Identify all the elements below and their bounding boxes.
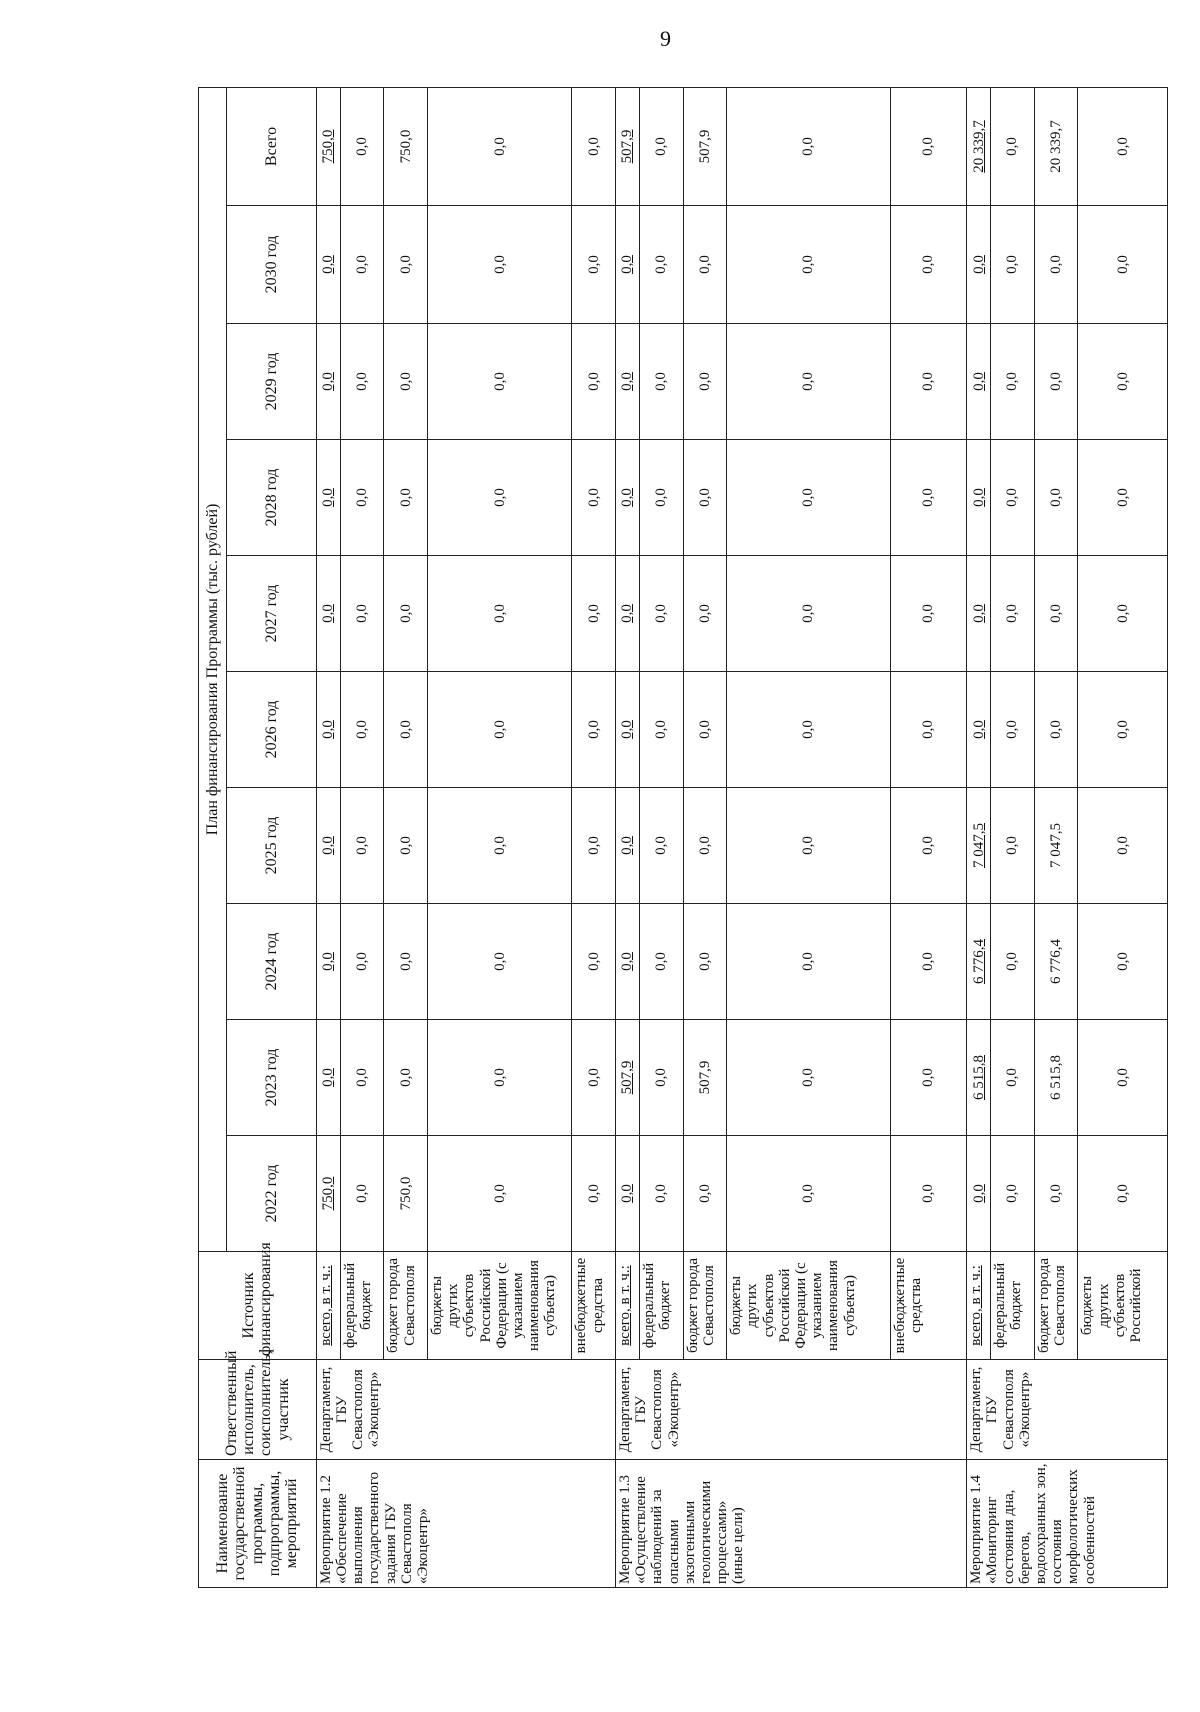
table-body (316, 87, 1167, 1587)
source-cell: всего, в т. ч.: (316, 1252, 340, 1360)
value-cell: 0,0 (427, 440, 572, 556)
header-year: 2022 год (227, 1136, 316, 1252)
value-cell: 0,0 (640, 672, 684, 788)
header-year: 2029 год (227, 324, 316, 440)
value-cell: 0,0 (967, 440, 991, 556)
value-cell: 0,0 (727, 1136, 891, 1252)
value-cell: 507,9 (683, 1020, 727, 1136)
value-cell: 0,0 (1078, 672, 1168, 788)
value-cell: 0,0 (340, 672, 384, 788)
value-cell: 0,0 (340, 556, 384, 672)
value-cell: 0,0 (890, 788, 966, 904)
value-cell: 0,0 (640, 788, 684, 904)
source-cell: внебюджетные средства (572, 1252, 616, 1360)
source-cell: бюджеты других субъектов Российской (1078, 1252, 1168, 1360)
value-cell: 6 776,4 (967, 904, 991, 1020)
total-cell: 0,0 (640, 87, 684, 205)
measure-responsible: Департамент, ГБУ Севастополя «Экоцентр» (316, 1360, 615, 1460)
value-cell: 0,0 (890, 324, 966, 440)
header-year: 2024 год (227, 904, 316, 1020)
source-cell: внебюджетные средства (890, 1252, 966, 1360)
value-cell: 0,0 (890, 440, 966, 556)
value-cell: 0,0 (1078, 324, 1168, 440)
value-cell: 0,0 (1078, 206, 1168, 324)
source-cell: бюджет города Севастополя (1034, 1252, 1078, 1360)
value-cell: 0,0 (384, 206, 428, 324)
total-cell: 0,0 (1078, 87, 1168, 205)
value-cell: 0,0 (384, 1020, 428, 1136)
value-cell: 0,0 (991, 1136, 1035, 1252)
value-cell: 0,0 (640, 1136, 684, 1252)
value-cell: 0,0 (1034, 324, 1078, 440)
source-cell: всего, в т. ч.: (616, 1252, 640, 1360)
value-cell: 0,0 (1078, 556, 1168, 672)
value-cell: 0,0 (572, 206, 616, 324)
value-cell: 0,0 (727, 904, 891, 1020)
value-cell: 0,0 (316, 324, 340, 440)
value-cell: 0,0 (572, 904, 616, 1020)
value-cell: 0,0 (683, 206, 727, 324)
value-cell: 0,0 (640, 324, 684, 440)
value-cell: 0,0 (572, 1136, 616, 1252)
value-cell: 0,0 (640, 904, 684, 1020)
value-cell: 7 047,5 (967, 788, 991, 904)
value-cell: 0,0 (890, 206, 966, 324)
value-cell: 0,0 (967, 672, 991, 788)
value-cell: 0,0 (967, 324, 991, 440)
total-cell: 20 339,7 (967, 87, 991, 205)
value-cell: 0,0 (640, 1020, 684, 1136)
table-row (316, 87, 340, 1587)
value-cell: 0,0 (890, 1136, 966, 1252)
value-cell: 0,0 (1034, 440, 1078, 556)
value-cell: 0,0 (572, 556, 616, 672)
value-cell: 0,0 (991, 440, 1035, 556)
source-cell: бюджеты других субъектов Российской Федерации (с указанием наименования субъекта) (727, 1252, 891, 1360)
header-name: Наименование государственной программы, подпрограммы, мероприятий (199, 1460, 317, 1588)
source-cell: бюджет города Севастополя (384, 1252, 428, 1360)
value-cell: 0,0 (572, 672, 616, 788)
value-cell: 0,0 (727, 324, 891, 440)
value-cell: 0,0 (640, 206, 684, 324)
value-cell: 0,0 (427, 788, 572, 904)
value-cell: 6 515,8 (1034, 1020, 1078, 1136)
value-cell: 0,0 (991, 324, 1035, 440)
value-cell: 750,0 (316, 1136, 340, 1252)
value-cell: 0,0 (967, 206, 991, 324)
value-cell: 0,0 (384, 672, 428, 788)
value-cell: 0,0 (616, 556, 640, 672)
value-cell: 0,0 (384, 440, 428, 556)
value-cell: 0,0 (316, 904, 340, 1020)
value-cell: 0,0 (384, 788, 428, 904)
value-cell: 0,0 (427, 904, 572, 1020)
value-cell: 0,0 (1078, 440, 1168, 556)
source-cell: всего, в т. ч.: (967, 1252, 991, 1360)
source-cell: федеральный бюджет (991, 1252, 1035, 1360)
value-cell: 7 047,5 (1034, 788, 1078, 904)
value-cell: 0,0 (316, 440, 340, 556)
value-cell: 507,9 (616, 1020, 640, 1136)
measure-name: Мероприятие 1.4 «Мониторинг состояния дна, берегов, водоохранных зон, состояния морфологических особенностей (967, 1460, 1168, 1588)
value-cell: 0,0 (967, 1136, 991, 1252)
value-cell: 0,0 (1034, 206, 1078, 324)
total-cell: 507,9 (683, 87, 727, 205)
header-year: 2025 год (227, 788, 316, 904)
value-cell: 0,0 (572, 324, 616, 440)
measure-name: Мероприятие 1.3 «Осуществление наблюдений за опасными экзогенными геологическими процессами» (иные цели) (616, 1460, 967, 1588)
value-cell: 0,0 (683, 904, 727, 1020)
value-cell: 0,0 (427, 1020, 572, 1136)
value-cell: 0,0 (316, 788, 340, 904)
value-cell: 0,0 (340, 788, 384, 904)
table-row (967, 87, 991, 1587)
value-cell: 0,0 (340, 904, 384, 1020)
value-cell: 0,0 (683, 672, 727, 788)
source-cell: федеральный бюджет (340, 1252, 384, 1360)
value-cell: 0,0 (640, 556, 684, 672)
header-year: 2030 год (227, 206, 316, 324)
value-cell: 0,0 (890, 556, 966, 672)
total-cell: 0,0 (340, 87, 384, 205)
source-cell: федеральный бюджет (640, 1252, 684, 1360)
value-cell: 0,0 (384, 324, 428, 440)
value-cell: 0,0 (727, 672, 891, 788)
value-cell: 0,0 (683, 440, 727, 556)
value-cell: 0,0 (427, 324, 572, 440)
value-cell: 0,0 (316, 206, 340, 324)
value-cell: 0,0 (991, 556, 1035, 672)
value-cell: 0,0 (727, 556, 891, 672)
value-cell: 0,0 (727, 788, 891, 904)
value-cell: 0,0 (572, 788, 616, 904)
value-cell: 0,0 (427, 1136, 572, 1252)
value-cell: 0,0 (967, 556, 991, 672)
total-cell: 0,0 (427, 87, 572, 205)
value-cell: 0,0 (1034, 672, 1078, 788)
value-cell: 0,0 (640, 440, 684, 556)
value-cell: 0,0 (340, 1136, 384, 1252)
value-cell: 0,0 (316, 672, 340, 788)
total-cell: 0,0 (890, 87, 966, 205)
source-cell: бюджеты других субъектов Российской Федерации (с указанием наименования субъекта) (427, 1252, 572, 1360)
value-cell: 0,0 (340, 206, 384, 324)
total-cell: 0,0 (572, 87, 616, 205)
value-cell: 0,0 (1078, 904, 1168, 1020)
header-year: 2023 год (227, 1020, 316, 1136)
value-cell: 0,0 (890, 1020, 966, 1136)
value-cell: 0,0 (1034, 556, 1078, 672)
value-cell: 6 776,4 (1034, 904, 1078, 1020)
total-cell: 0,0 (727, 87, 891, 205)
header-source: Источник финансирования (199, 1252, 317, 1360)
value-cell: 0,0 (1078, 1136, 1168, 1252)
value-cell: 750,0 (384, 1136, 428, 1252)
header-year: 2026 год (227, 672, 316, 788)
value-cell: 0,0 (427, 556, 572, 672)
value-cell: 0,0 (316, 1020, 340, 1136)
measure-responsible: Департамент, ГБУ Севастополя «Экоцентр» (616, 1360, 967, 1460)
financing-table (198, 87, 1168, 1588)
header-total: Всего (227, 87, 316, 205)
header-year: 2028 год (227, 440, 316, 556)
value-cell: 0,0 (316, 556, 340, 672)
value-cell: 0,0 (683, 788, 727, 904)
value-cell: 0,0 (616, 904, 640, 1020)
value-cell: 0,0 (991, 206, 1035, 324)
value-cell: 0,0 (991, 672, 1035, 788)
value-cell: 0,0 (427, 672, 572, 788)
total-cell: 750,0 (384, 87, 428, 205)
value-cell: 6 515,8 (967, 1020, 991, 1136)
total-cell: 0,0 (991, 87, 1035, 205)
total-cell: 750,0 (316, 87, 340, 205)
value-cell: 0,0 (427, 206, 572, 324)
value-cell: 0,0 (1078, 788, 1168, 904)
value-cell: 0,0 (1034, 1136, 1078, 1252)
value-cell: 0,0 (727, 440, 891, 556)
measure-responsible: Департамент, ГБУ Севастополя «Экоцентр» (967, 1360, 1168, 1460)
value-cell: 0,0 (991, 788, 1035, 904)
value-cell: 0,0 (572, 1020, 616, 1136)
value-cell: 0,0 (572, 440, 616, 556)
value-cell: 0,0 (890, 904, 966, 1020)
value-cell: 0,0 (1078, 1020, 1168, 1136)
value-cell: 0,0 (616, 1136, 640, 1252)
value-cell: 0,0 (384, 904, 428, 1020)
rotated-table-container (198, 88, 1168, 1588)
value-cell: 0,0 (616, 324, 640, 440)
value-cell: 0,0 (616, 440, 640, 556)
source-cell: бюджет города Севастополя (683, 1252, 727, 1360)
total-cell: 507,9 (616, 87, 640, 205)
value-cell: 0,0 (340, 324, 384, 440)
value-cell: 0,0 (890, 672, 966, 788)
value-cell: 0,0 (991, 904, 1035, 1020)
value-cell: 0,0 (991, 1020, 1035, 1136)
value-cell: 0,0 (683, 1136, 727, 1252)
measure-name: Мероприятие 1.2 «Обеспечение выполнения государственного задания ГБУ Севастополя «Экоцентр» (316, 1460, 615, 1588)
value-cell: 0,0 (384, 556, 428, 672)
value-cell: 0,0 (683, 324, 727, 440)
value-cell: 0,0 (616, 672, 640, 788)
header-responsible: Ответственный исполнитель, соисполнитель, участник (199, 1360, 317, 1460)
value-cell: 0,0 (616, 788, 640, 904)
value-cell: 0,0 (727, 1020, 891, 1136)
value-cell: 0,0 (616, 206, 640, 324)
value-cell: 0,0 (340, 1020, 384, 1136)
value-cell: 0,0 (683, 556, 727, 672)
value-cell: 0,0 (340, 440, 384, 556)
table-row (616, 87, 640, 1587)
header-plan: План финансирования Программы (тыс. рублей) (199, 87, 227, 1251)
value-cell: 0,0 (727, 206, 891, 324)
total-cell: 20 339,7 (1034, 87, 1078, 205)
header-year: 2027 год (227, 556, 316, 672)
